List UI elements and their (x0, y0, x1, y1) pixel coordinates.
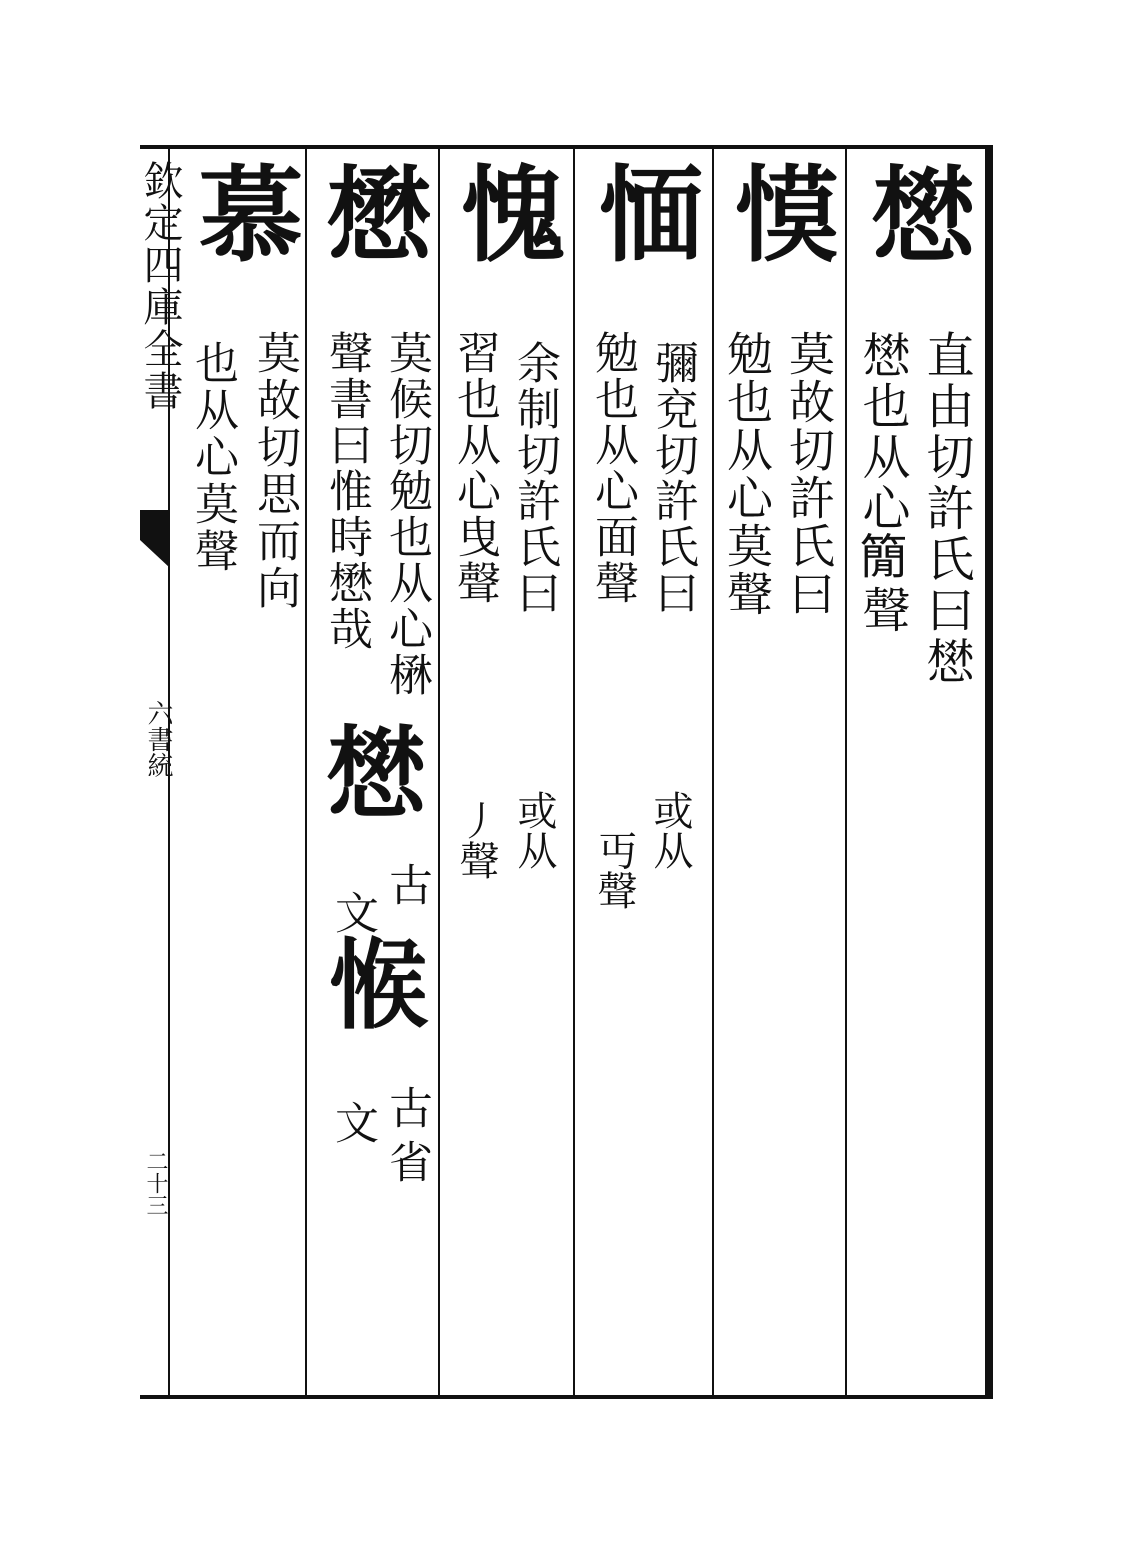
annotation-small: 或从 (647, 790, 693, 870)
annotation-line: 勉也从心莫聲 (720, 330, 774, 618)
frame-bottom-rule (140, 1395, 990, 1399)
column-divider (573, 148, 575, 1395)
seal-character: 愐 (581, 160, 704, 264)
annotation-line: 直由切許氏曰𢡟 (918, 330, 974, 687)
annotation-line: 莫故切思而向 (249, 330, 300, 612)
frame-right-rule (985, 145, 993, 1399)
column-divider (305, 148, 307, 1395)
annotation-small: 丿聲 (453, 800, 499, 880)
annotation-line: 聲書曰惟時懋哉 (321, 330, 372, 652)
annotation-line: 彌兗切許氏曰 (647, 340, 698, 616)
gutter-title: 欽定四庫全書 (137, 160, 183, 412)
annotation-small: 文 (327, 1100, 378, 1144)
column-divider (438, 148, 440, 1395)
fish-tail-mark (140, 510, 170, 568)
annotation-line: 𢡟也从心𥳑聲 (854, 330, 910, 636)
seal-character-ancient: 𢜵 (316, 930, 434, 1030)
annotation-line: 莫候切勉也从心楙 (381, 330, 432, 698)
annotation-small: 古 (381, 862, 432, 906)
annotation-line: 習也从心曳聲 (449, 330, 500, 606)
seal-character-ancient: 𢡟 (309, 720, 427, 820)
frame-top-rule (140, 145, 990, 149)
gutter-page-number: 二十三 (143, 1150, 168, 1216)
annotation-line: 余制切許氏曰 (509, 340, 560, 616)
column-divider (712, 148, 714, 1395)
seal-character: 𢡟 (853, 160, 976, 264)
column-divider (845, 148, 847, 1395)
seal-character: 懋 (309, 160, 432, 264)
seal-character: 慔 (717, 160, 840, 264)
annotation-line: 也从心莫聲 (187, 340, 238, 575)
seal-character: 愧 (443, 160, 566, 264)
annotation-small: 或从 (511, 790, 557, 870)
annotation-small: 古省 (381, 1085, 432, 1193)
annotation-line: 莫故切許氏曰 (782, 330, 836, 618)
annotation-line: 勉也从心面聲 (587, 330, 638, 606)
annotation-small: 丏聲 (591, 830, 637, 910)
annotation-small: 文 (327, 890, 378, 934)
gutter-book-title: 六書統 (143, 700, 173, 778)
seal-character: 慕 (181, 160, 304, 264)
